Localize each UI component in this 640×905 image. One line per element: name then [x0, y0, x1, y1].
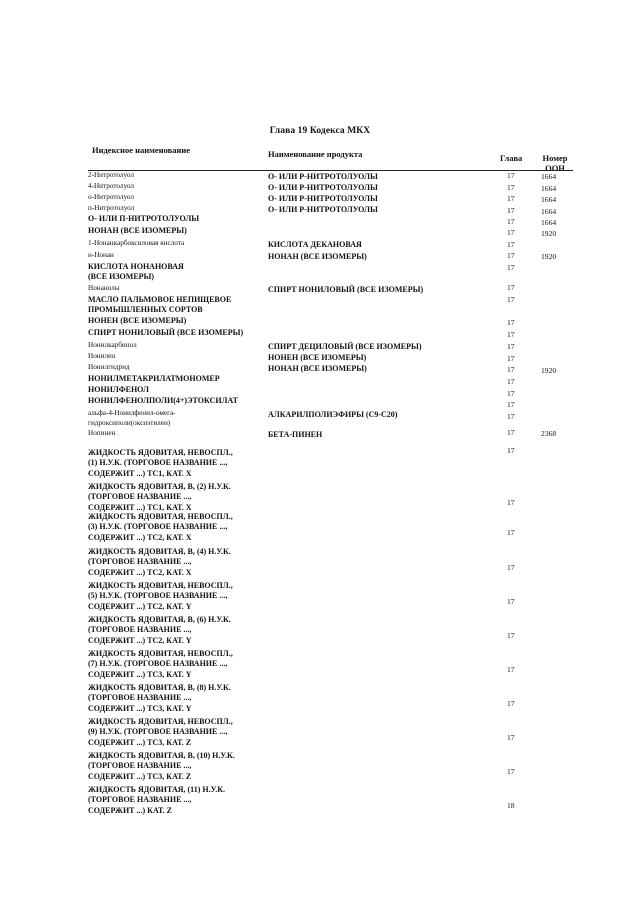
text-line: 4-Нитротолуол: [88, 182, 134, 190]
index-name-cell: [88, 262, 184, 283]
un-number-cell: 1664: [541, 218, 557, 227]
chapter-cell: 17: [507, 240, 515, 249]
text-line: ЖИДКОСТЬ ЯДОВИТАЯ, НЕВОСПЛ.,: [88, 649, 233, 658]
header-index-name: Индексное наименование: [92, 145, 191, 155]
chapter-cell: 17: [507, 498, 515, 507]
text-line: МАСЛО ПАЛЬМОВОЕ НЕПИЩЕВОЕ: [88, 295, 232, 304]
text-line: СОДЕРЖИТ ...) ТС2, КАТ. Y: [88, 635, 192, 645]
text-line: ЖИДКОСТЬ ЯДОВИТАЯ, (11) Н.У.К.: [88, 785, 225, 794]
product-name-cell: [268, 342, 422, 352]
text-line: ПРОМЫШЛЕННЫХ СОРТОВ: [88, 305, 203, 315]
text-line: ЖИДКОСТЬ ЯДОВИТАЯ, В, (10) Н.У.К.: [88, 751, 235, 760]
header-rule: [88, 170, 573, 171]
text-line: (1) Н.У.К. (ТОРГОВОЕ НАЗВАНИЕ ...,: [88, 458, 228, 468]
text-line: гидроксиполи(оксиэтилен): [88, 419, 171, 428]
chapter-cell: 17: [507, 631, 515, 640]
index-name-cell: [88, 362, 130, 372]
header-product-name: Наименование продукта: [268, 149, 363, 159]
chapter-cell: 17: [507, 528, 515, 537]
index-name-cell: [88, 512, 233, 543]
index-name-cell: [88, 170, 134, 180]
text-line: альфа-4-Нонилфенил-омега-: [88, 409, 176, 417]
index-name-cell: [88, 192, 134, 202]
index-name-cell: [88, 328, 243, 338]
index-name-cell: [88, 581, 233, 612]
text-line: (9) Н.У.К. (ТОРГОВОЕ НАЗВАНИЕ ...,: [88, 727, 228, 737]
text-line: СОДЕРЖИТ ...) ТС3, КАТ. Y: [88, 703, 192, 713]
un-number-cell: 1664: [541, 184, 557, 193]
text-line: БЕТА-ПИНЕН: [268, 430, 323, 439]
text-line: О- ИЛИ Р-НИТРОТОЛУОЛЫ: [268, 172, 378, 181]
text-line: О- ИЛИ П-НИТРОТОЛУОЛЫ: [88, 214, 200, 223]
text-line: НОНИЛФЕНОЛ: [88, 385, 149, 394]
chapter-cell: 17: [507, 263, 515, 272]
chapter-cell: 17: [507, 295, 515, 304]
text-line: (ТОРГОВОЕ НАЗВАНИЕ ...,: [88, 795, 192, 805]
index-name-cell: [88, 351, 115, 361]
text-line: НОНАН (ВСЕ ИЗОМЕРЫ): [268, 252, 367, 261]
text-line: (ТОРГОВОЕ НАЗВАНИЕ ...,: [88, 557, 192, 567]
un-number-cell: 1920: [541, 366, 557, 375]
text-line: СОДЕРЖИТ ...) ТС2, КАТ. Y: [88, 601, 192, 611]
index-name-cell: [88, 374, 220, 384]
chapter-cell: 17: [507, 251, 515, 260]
text-line: НОНИЛФЕНОЛПОЛИ(4+)ЭТОКСИЛАТ: [88, 396, 238, 405]
chapter-cell: 17: [507, 563, 515, 572]
text-line: КИСЛОТА НОНАНОВАЯ: [88, 262, 184, 271]
text-line: н-Нонан: [88, 251, 114, 259]
index-name-cell: [88, 396, 238, 406]
text-line: НОНАН (ВСЕ ИЗОМЕРЫ): [88, 226, 187, 235]
text-line: 1-Нонанкарбоксиловая кислота: [88, 239, 185, 247]
text-line: Нонилкарбинол: [88, 341, 137, 349]
chapter-cell: 17: [507, 217, 515, 226]
un-number-cell: 1664: [541, 207, 557, 216]
text-line: ЖИДКОСТЬ ЯДОВИТАЯ, НЕВОСПЛ.,: [88, 717, 233, 726]
text-line: (3) Н.У.К. (ТОРГОВОЕ НАЗВАНИЕ ...,: [88, 522, 228, 532]
text-line: О- ИЛИ Р-НИТРОТОЛУОЛЫ: [268, 205, 378, 214]
text-line: (ВСЕ ИЗОМЕРЫ): [88, 272, 155, 282]
text-line: ЖИДКОСТЬ ЯДОВИТАЯ, В, (4) Н.У.К.: [88, 547, 231, 556]
chapter-cell: 17: [507, 733, 515, 742]
chapter-cell: 17: [507, 412, 515, 421]
chapter-cell: 17: [507, 171, 515, 180]
text-line: Нонилгидрид: [88, 363, 130, 371]
index-name-cell: [88, 283, 120, 293]
chapter-cell: 17: [507, 428, 515, 437]
product-name-cell: [268, 285, 423, 295]
header-un-number-line2: ООН: [545, 163, 565, 173]
text-line: (ТОРГОВОЕ НАЗВАНИЕ ...,: [88, 761, 192, 771]
text-line: СОДЕРЖИТ ...) ТС2, КАТ. X: [88, 567, 192, 577]
product-name-cell: [268, 172, 378, 182]
text-line: О- ИЛИ Р-НИТРОТОЛУОЛЫ: [268, 183, 378, 192]
page-title: Глава 19 Кодекса МКХ: [269, 126, 371, 136]
chapter-cell: 17: [507, 354, 515, 363]
header-chapter: Глава: [500, 153, 523, 163]
index-name-cell: [88, 751, 235, 782]
text-line: ЖИДКОСТЬ ЯДОВИТАЯ, НЕВОСПЛ.,: [88, 448, 233, 457]
index-name-cell: [88, 316, 186, 326]
index-name-cell: [88, 448, 233, 479]
chapter-cell: 18: [507, 801, 515, 810]
chapter-cell: 17: [507, 228, 515, 237]
text-line: НОНЕН (ВСЕ ИЗОМЕРЫ): [268, 353, 367, 362]
product-name-cell: [268, 252, 367, 262]
text-line: (ТОРГОВОЕ НАЗВАНИЕ ...,: [88, 693, 192, 703]
text-line: ЖИДКОСТЬ ЯДОВИТАЯ, В, (6) Н.У.К.: [88, 615, 231, 624]
text-line: АЛКАРИЛПОЛИЭФИРЫ (С9-С20): [268, 410, 398, 419]
text-line: (7) Н.У.К. (ТОРГОВОЕ НАЗВАНИЕ ...,: [88, 659, 228, 669]
text-line: СОДЕРЖИТ ...) ТС3, КАТ. Z: [88, 737, 192, 747]
index-name-cell: [88, 214, 199, 224]
text-line: НОНЕН (ВСЕ ИЗОМЕРЫ): [88, 316, 187, 325]
index-name-cell: [88, 482, 231, 513]
product-name-cell: [268, 353, 366, 363]
index-name-cell: [88, 385, 149, 395]
product-name-cell: [268, 240, 362, 250]
index-name-cell: [88, 615, 231, 646]
product-name-cell: [268, 410, 397, 420]
index-name-cell: [88, 683, 231, 714]
chapter-cell: 17: [507, 446, 515, 455]
text-line: Нонанолы: [88, 284, 120, 292]
text-line: Нонилен: [88, 352, 116, 360]
text-line: Нопинен: [88, 429, 116, 437]
index-name-cell: [88, 226, 187, 236]
chapter-cell: 17: [507, 400, 515, 409]
index-name-cell: [88, 547, 231, 578]
chapter-cell: 17: [507, 194, 515, 203]
text-line: (ТОРГОВОЕ НАЗВАНИЕ ...,: [88, 492, 192, 502]
product-name-cell: [268, 194, 378, 204]
text-line: ЖИДКОСТЬ ЯДОВИТАЯ, В, (8) Н.У.К.: [88, 683, 231, 692]
text-line: СОДЕРЖИТ ...) ТС2, КАТ. X: [88, 532, 192, 542]
text-line: СОДЕРЖИТ ...) ТС3, КАТ. Z: [88, 771, 192, 781]
chapter-cell: 17: [507, 318, 515, 327]
text-line: о-Нитротолуол: [88, 193, 134, 201]
index-name-cell: [88, 649, 233, 680]
chapter-cell: 17: [507, 699, 515, 708]
index-name-cell: [88, 295, 231, 316]
product-name-cell: [268, 183, 378, 193]
text-line: 2-Нитротолуол: [88, 171, 134, 179]
chapter-cell: 17: [507, 377, 515, 386]
chapter-cell: 17: [507, 389, 515, 398]
text-line: СПИРТ ДЕЦИЛОВЫЙ (ВСЕ ИЗОМЕРЫ): [268, 342, 422, 351]
text-line: СОДЕРЖИТ ...) КАТ. Z: [88, 805, 172, 815]
un-number-cell: 1664: [541, 172, 557, 181]
text-line: КИСЛОТА ДЕКАНОВАЯ: [268, 240, 362, 249]
chapter-cell: 17: [507, 183, 515, 192]
chapter-cell: 17: [507, 597, 515, 606]
index-name-cell: [88, 717, 233, 748]
chapter-cell: 17: [507, 342, 515, 351]
text-line: СОДЕРЖИТ ...) ТС3, КАТ. Y: [88, 669, 192, 679]
text-line: О- ИЛИ Р-НИТРОТОЛУОЛЫ: [268, 194, 378, 203]
un-number-cell: 1664: [541, 195, 557, 204]
text-line: НОНАН (ВСЕ ИЗОМЕРЫ): [268, 364, 367, 373]
header-un-number-line1: Номер: [542, 153, 568, 163]
product-name-cell: [268, 430, 322, 440]
index-name-cell: [88, 203, 134, 213]
text-line: СОДЕРЖИТ ...) ТС1, КАТ. X: [88, 468, 192, 478]
chapter-cell: 17: [507, 665, 515, 674]
index-name-cell: [88, 181, 134, 191]
product-name-cell: [268, 205, 378, 215]
index-name-cell: [88, 408, 176, 429]
text-line: СПИРТ НОНИЛОВЫЙ (ВСЕ ИЗОМЕРЫ): [268, 285, 424, 294]
chapter-cell: 17: [507, 330, 515, 339]
un-number-cell: 2368: [541, 429, 557, 438]
text-line: ЖИДКОСТЬ ЯДОВИТАЯ, НЕВОСПЛ.,: [88, 512, 233, 521]
text-line: ЖИДКОСТЬ ЯДОВИТАЯ, В, (2) Н.У.К.: [88, 482, 231, 491]
text-line: ЖИДКОСТЬ ЯДОВИТАЯ, НЕВОСПЛ.,: [88, 581, 233, 590]
chapter-cell: 17: [507, 767, 515, 776]
text-line: СПИРТ НОНИЛОВЫЙ (ВСЕ ИЗОМЕРЫ): [88, 328, 244, 337]
text-line: НОНИЛМЕТАКРИЛАТМОНОМЕР: [88, 374, 220, 383]
chapter-cell: 17: [507, 206, 515, 215]
index-name-cell: [88, 785, 225, 816]
un-number-cell: 1920: [541, 252, 557, 261]
product-name-cell: [268, 364, 367, 374]
text-line: (5) Н.У.К. (ТОРГОВОЕ НАЗВАНИЕ ...,: [88, 591, 228, 601]
text-line: СОДЕРЖИТ ...) ТС1, КАТ. X: [88, 502, 192, 512]
un-number-cell: 1920: [541, 229, 557, 238]
index-name-cell: [88, 340, 137, 350]
text-line: (ТОРГОВОЕ НАЗВАНИЕ ...,: [88, 625, 192, 635]
chapter-cell: 17: [507, 365, 515, 374]
index-name-cell: [88, 238, 184, 248]
index-name-cell: [88, 428, 115, 438]
index-name-cell: [88, 250, 114, 260]
text-line: п-Нитротолуол: [88, 204, 135, 212]
chapter-cell: 17: [507, 283, 515, 292]
